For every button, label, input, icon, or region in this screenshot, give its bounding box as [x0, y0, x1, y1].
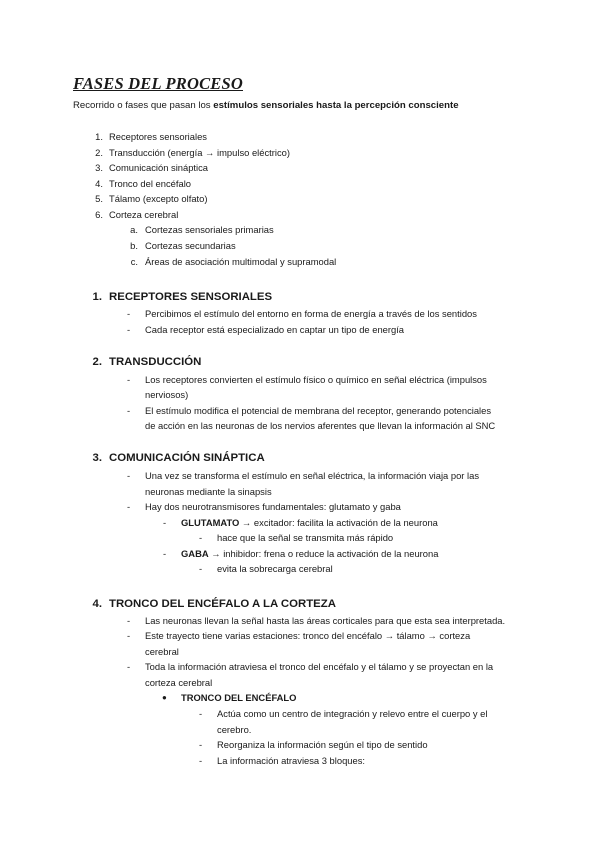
- cortex-sub-item: Cortezas sensoriales primarias: [145, 224, 274, 235]
- dash-bullet: -: [127, 374, 131, 385]
- cortex-sub-item: Áreas de asociación multimodal y supramodal: [145, 256, 337, 267]
- section-heading-comunicacion: COMUNICACIÓN SINÁPTICA: [109, 452, 265, 464]
- cortex-sub-letter: b.: [130, 240, 138, 251]
- dash-bullet: -: [127, 308, 131, 319]
- dash-bullet: -: [199, 708, 203, 719]
- dash-bullet: -: [127, 615, 131, 626]
- bullet-text-cont: nerviosos): [145, 389, 189, 400]
- cortex-sub-letter: a.: [130, 224, 138, 235]
- dash-bullet: -: [163, 517, 167, 528]
- tronco-label: TRONCO DEL ENCÉFALO: [181, 692, 297, 703]
- phase-item: Comunicación sináptica: [109, 162, 209, 173]
- bullet-text-cont: neuronas mediante la sinapsis: [145, 486, 272, 497]
- bullet-text: Percibimos el estímulo del entorno en forma de energía a través de los sentidos: [145, 308, 477, 319]
- bullet-text: Este trayecto tiene varias estaciones: tronco del encéfalo → tálamo → corteza: [145, 630, 471, 641]
- bullet-text-cont: de acción en las neuronas de los nervios aferentes que llevan la información al SNC: [145, 420, 496, 431]
- gaba-label: GABA: [181, 548, 209, 559]
- bullet-text: El estímulo modifica el potencial de membrana del receptor, generando potenciales: [145, 405, 492, 416]
- phase-number: 6.: [95, 209, 103, 220]
- dash-bullet: -: [127, 661, 131, 672]
- gaba-desc: → inhibidor: frena o reduce la activación de la neurona: [208, 548, 439, 559]
- tronco-subheading: [181, 692, 296, 703]
- gaba-line: [181, 548, 438, 559]
- phase-item: Tálamo (excepto olfato): [109, 193, 208, 204]
- dash-bullet: -: [127, 501, 131, 512]
- dash-bullet: -: [163, 548, 167, 559]
- section-heading-receptores: RECEPTORES SENSORIALES: [109, 291, 273, 303]
- bullet-text: Cada receptor está especializado en captar un tipo de energía: [145, 324, 405, 335]
- dash-bullet: -: [199, 739, 203, 750]
- gaba-sub: evita la sobrecarga cerebral: [217, 563, 333, 574]
- page-title: FASES DEL PROCESO: [73, 74, 243, 93]
- subtitle-text: Recorrido o fases que pasan los: [73, 100, 214, 111]
- dash-bullet: -: [199, 755, 203, 766]
- section-number: 1.: [92, 291, 102, 303]
- dash-bullet: -: [127, 405, 131, 416]
- glutamato-line: [181, 517, 438, 528]
- phase-number: 2.: [95, 147, 103, 158]
- cortex-sub-letter: c.: [130, 256, 138, 267]
- bullet-text: Reorganiza la información según el tipo de sentido: [217, 739, 428, 750]
- bullet-text-cont: cerebral: [145, 646, 179, 657]
- bullet-text: Las neuronas llevan la señal hasta las áreas corticales para que esta sea interpretada.: [145, 615, 506, 626]
- phase-number: 4.: [95, 178, 103, 189]
- round-bullet: ●: [162, 693, 167, 702]
- phase-number: 5.: [95, 193, 103, 204]
- cortex-sub-item: Cortezas secundarias: [145, 240, 236, 251]
- phase-item: Corteza cerebral: [109, 209, 179, 220]
- section-number: 4.: [92, 598, 102, 610]
- section-number: 2.: [92, 356, 102, 368]
- dash-bullet: -: [127, 470, 131, 481]
- dash-bullet: -: [127, 630, 131, 641]
- bullet-text-cont: corteza cerebral: [145, 677, 213, 688]
- bullet-text: Los receptores convierten el estímulo físico o químico en señal eléctrica (impulsos: [145, 374, 487, 385]
- dash-bullet: -: [199, 532, 203, 543]
- bullet-text: Una vez se transforma el estímulo en señal eléctrica, la información viaja por las: [145, 470, 480, 481]
- bullet-text: Toda la información atraviesa el tronco del encéfalo y el tálamo y se proyectan en la: [145, 661, 494, 672]
- section-number: 3.: [92, 452, 102, 464]
- dash-bullet: -: [127, 324, 131, 335]
- section-heading-tronco: TRONCO DEL ENCÉFALO A LA CORTEZA: [109, 598, 336, 610]
- phase-number: 3.: [95, 162, 103, 173]
- page-subtitle: [73, 100, 459, 111]
- section-heading-transduccion: TRANSDUCCIÓN: [109, 356, 202, 368]
- dash-bullet: -: [199, 563, 203, 574]
- phase-item: Transducción (energía → impulso eléctrico): [109, 147, 290, 158]
- subtitle-emphasis: estímulos sensoriales hasta la percepción consciente: [213, 100, 459, 111]
- phase-number: 1.: [95, 131, 103, 142]
- phase-item: Receptores sensoriales: [109, 131, 207, 142]
- bullet-text-cont: cerebro.: [217, 724, 252, 735]
- glutamato-sub: hace que la señal se transmita más rápido: [217, 532, 394, 543]
- bullet-text: La información atraviesa 3 bloques:: [217, 755, 366, 766]
- bullet-text: Actúa como un centro de integración y relevo entre el cuerpo y el: [217, 708, 488, 719]
- glutamato-label: GLUTAMATO: [181, 517, 240, 528]
- glutamato-desc: → excitador: facilita la activación de la neurona: [239, 517, 438, 528]
- phase-item: Tronco del encéfalo: [109, 178, 191, 189]
- bullet-text: Hay dos neurotransmisores fundamentales: glutamato y gaba: [145, 501, 401, 512]
